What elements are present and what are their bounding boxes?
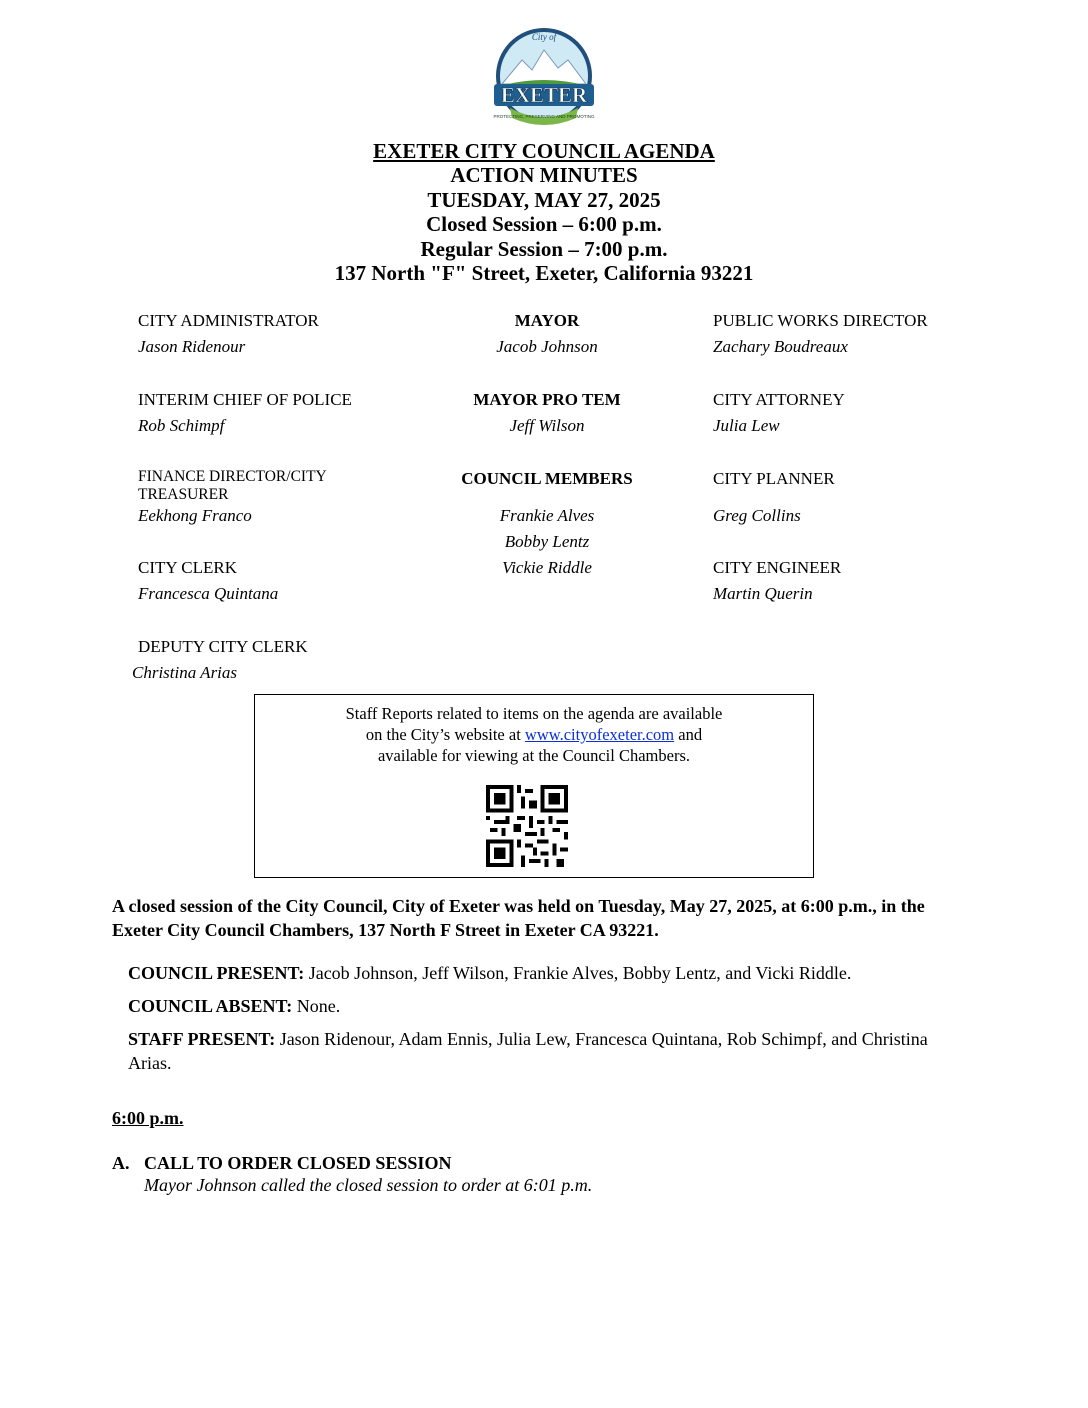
logo-name: EXETER xyxy=(500,83,588,107)
council-member: Vickie Riddle xyxy=(502,558,592,577)
council-member: Bobby Lentz xyxy=(504,532,590,551)
mayor-pro-tem-name: Jeff Wilson xyxy=(509,416,585,435)
regular-session-time: Regular Session – 7:00 p.m. xyxy=(420,237,668,261)
council-absent-label: COUNCIL ABSENT: xyxy=(128,996,293,1016)
notice-line2-post: and xyxy=(674,725,703,744)
agenda-title: EXETER CITY COUNCIL AGENDA xyxy=(373,139,715,163)
item-letter: A. xyxy=(112,1153,130,1173)
attorney-name: Julia Lew xyxy=(713,416,780,435)
council-member: Frankie Alves xyxy=(499,506,595,525)
item-title: CALL TO ORDER CLOSED SESSION xyxy=(144,1153,452,1173)
clerk-title: CITY CLERK xyxy=(138,558,238,577)
finance-name: Eekhong Franco xyxy=(138,506,252,525)
engineer-name: Martin Querin xyxy=(713,584,813,603)
finance-title-line2: TREASURER xyxy=(138,486,229,503)
attorney-title: CITY ATTORNEY xyxy=(713,390,845,409)
staff-reports-notice xyxy=(254,694,814,878)
council-title: COUNCIL MEMBERS xyxy=(461,469,633,488)
deputy-clerk-name: Christina Arias xyxy=(132,663,238,682)
pw-director-title: PUBLIC WORKS DIRECTOR xyxy=(713,311,928,330)
deputy-clerk-title: DEPUTY CITY CLERK xyxy=(138,637,308,656)
planner-name: Greg Collins xyxy=(713,506,801,525)
finance-title-line1: FINANCE DIRECTOR/CITY xyxy=(138,468,327,485)
notice-line3: available for viewing at the Council Chambers. xyxy=(377,746,691,765)
city-logo xyxy=(488,26,600,134)
mayor-name: Jacob Johnson xyxy=(496,337,598,356)
closed-session-intro: A closed session of the City Council, City of Exeter was held on Tuesday, May 27, 2025, at 6:00 p.m., in the Exeter City Council Chambers, 137 North F Street in Exeter CA 93221. xyxy=(112,896,925,940)
mayor-title: MAYOR xyxy=(514,311,580,330)
mayor-pro-tem-title: MAYOR PRO TEM xyxy=(473,390,621,409)
city-admin-title: CITY ADMINISTRATOR xyxy=(138,311,319,330)
clerk-name: Francesca Quintana xyxy=(138,584,279,603)
logo-top-text: City of xyxy=(531,32,557,42)
city-admin-name: Jason Ridenour xyxy=(138,337,246,356)
logo-motto: PROTECTING, PRESERVING AND PROMOTING xyxy=(493,114,595,119)
council-absent-text: None. xyxy=(292,996,341,1016)
council-absent xyxy=(128,994,948,1018)
pw-director-name: Zachary Boudreaux xyxy=(713,337,848,356)
closed-session-time: Closed Session – 6:00 p.m. xyxy=(426,212,662,236)
police-name: Rob Schimpf xyxy=(138,416,225,435)
meeting-address: 137 North "F" Street, Exeter, California 93221 xyxy=(334,261,754,285)
planner-title: CITY PLANNER xyxy=(713,469,835,488)
finance-title xyxy=(138,468,327,504)
police-title: INTERIM CHIEF OF POLICE xyxy=(138,390,352,409)
item-note: Mayor Johnson called the closed session to order at 6:01 p.m. xyxy=(144,1175,593,1195)
council-present-label: COUNCIL PRESENT: xyxy=(128,963,305,983)
staff-present-label: STAFF PRESENT: xyxy=(128,1029,276,1049)
meeting-date: TUESDAY, MAY 27, 2025 xyxy=(427,188,661,212)
council-present-text: Jacob Johnson, Jeff Wilson, Frankie Alves, Bobby Lentz, and Vicki Riddle. xyxy=(304,963,852,983)
notice-line1: Staff Reports related to items on the agenda are available xyxy=(345,704,723,723)
website-link[interactable]: www.cityofexeter.com xyxy=(524,725,675,744)
minutes-title: ACTION MINUTES xyxy=(450,163,638,187)
staff-present-text: Jason Ridenour, Adam Ennis, Julia Lew, Francesca Quintana, Rob Schimpf, and Christina Arias. xyxy=(128,1029,928,1073)
notice-line2 xyxy=(255,724,813,745)
council-present xyxy=(128,961,948,985)
staff-present xyxy=(128,1027,938,1075)
engineer-title: CITY ENGINEER xyxy=(713,558,842,577)
qr-code[interactable] xyxy=(486,785,568,872)
notice-line2-pre: on the City’s website at xyxy=(365,725,525,744)
time-heading: 6:00 p.m. xyxy=(112,1108,184,1128)
